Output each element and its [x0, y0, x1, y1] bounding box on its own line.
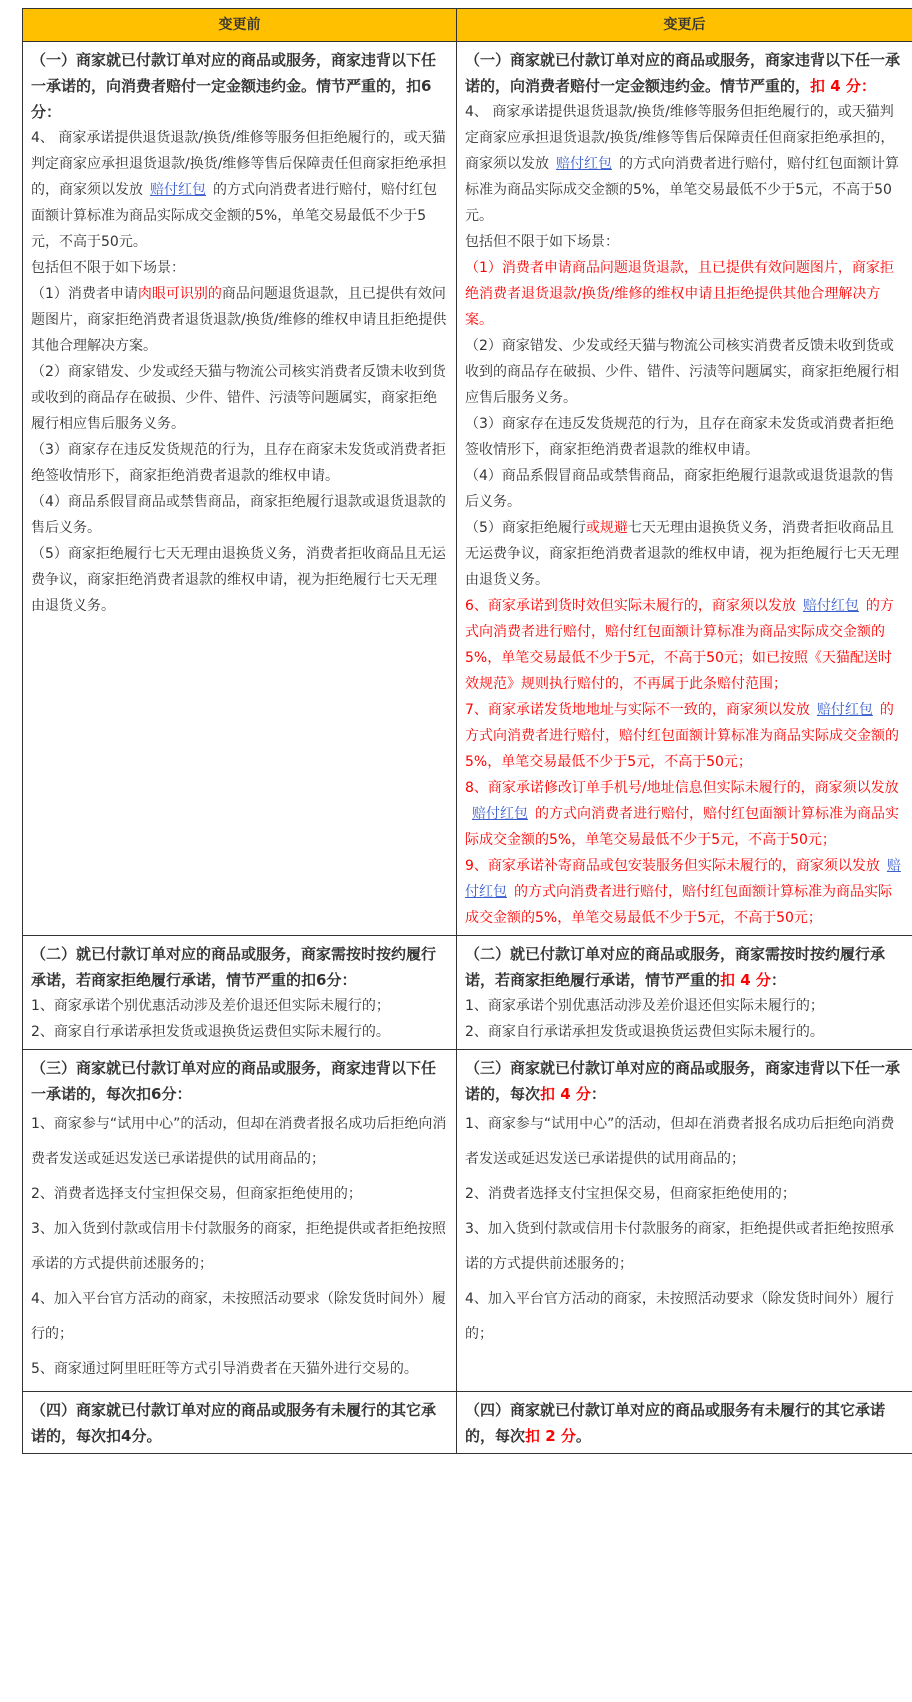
item-1: 1、商家承诺个别优惠活动涉及差价退还但实际未履行的； [31, 998, 390, 1014]
compensation-redpacket-link[interactable]: 赔付红包 [556, 156, 612, 172]
scenes-intro: 包括但不限于如下场景： [465, 234, 619, 250]
section-title: （四）商家就已付款订单对应的商品或服务有未履行的其它承诺的，每次扣4分。 [31, 1401, 437, 1445]
penalty-points: 扣 4 分 [720, 971, 771, 989]
section-1-after [457, 42, 912, 936]
section-title: （一）商家就已付款订单对应的商品或服务，商家违背以下任一承诺的，向消费者赔付一定金额违约金。情节严重的，扣6分： [31, 51, 437, 121]
item-5: 5、商家通过阿里旺旺等方式引导消费者在天猫外进行交易的。 [31, 1361, 418, 1377]
item-2: 2、商家自行承诺承担发货或退换货运费但实际未履行的。 [465, 1024, 824, 1040]
item-1: 1、商家参与“试用中心”的活动，但却在消费者报名成功后拒绝向消费者发送或延迟发送已承诺提供的试用商品的； [31, 1116, 447, 1167]
item-4: 4、加入平台官方活动的商家，未按照活动要求（除发货时间外）履行的； [465, 1291, 894, 1342]
penalty-points: 扣 2 分 [525, 1427, 576, 1445]
penalty-points: 扣 4 分： [810, 77, 876, 95]
section-4-after [457, 1392, 912, 1454]
section-4-before [23, 1392, 457, 1454]
item-4: 4、 商家承诺提供退货退款/换货/维修等服务但拒绝履行的，或天猫判定商家应承担退货退款/换货/维修等售后保障责任但商家拒绝承担的，商家须以发放 赔付红包 的方式向消费者进行赔付，赔付红包面额计算标准为商品实际成交金额的5%，单笔交易最低不少于5元，不高于50元。 [465, 104, 899, 224]
compensation-redpacket-link[interactable]: 赔付红包 [802, 598, 859, 614]
item-2: 2、消费者选择支付宝担保交易，但商家拒绝使用的； [465, 1186, 796, 1202]
item-2: 2、商家自行承诺承担发货或退换货运费但实际未履行的。 [31, 1024, 390, 1040]
section-2-before [23, 936, 457, 1050]
penalty-points: 扣 4 分 [540, 1085, 591, 1103]
comparison-table [22, 8, 912, 1454]
scenes-intro: 包括但不限于如下场景： [31, 260, 185, 276]
item-1: 1、商家承诺个别优惠活动涉及差价退还但实际未履行的； [465, 998, 824, 1014]
item-9: 9、商家承诺补寄商品或包安装服务但实际未履行的，商家须以发放 赔付红包 的方式向消费者进行赔付，赔付红包面额计算标准为商品实际成交金额的5%，单笔交易最低不少于5元，不高于50元； [465, 858, 901, 926]
removed-text: 肉眼可识别的 [137, 286, 222, 302]
scene-5: （5）商家拒绝履行七天无理由退换货义务，消费者拒收商品且无运费争议，商家拒绝消费者退款的维权申请，视为拒绝履行七天无理由退货义务。 [31, 546, 446, 614]
section-1-row [23, 42, 912, 936]
section-title: （四）商家就已付款订单对应的商品或服务有未履行的其它承诺的，每次扣 2 分。 [465, 1401, 886, 1445]
scene-4: （4）商品系假冒商品或禁售商品，商家拒绝履行退款或退货退款的售后义务。 [465, 468, 894, 510]
section-4-row [23, 1392, 912, 1454]
item-3: 3、加入货到付款或信用卡付款服务的商家，拒绝提供或者拒绝按照承诺的方式提供前述服务的； [31, 1221, 446, 1272]
scene-2: （2）商家错发、少发或经天猫与物流公司核实消费者反馈未收到货或收到的商品存在破损、少件、错件、污渍等问题属实，商家拒绝履行相应售后服务义务。 [31, 364, 446, 432]
compensation-redpacket-link[interactable]: 赔付红包 [465, 858, 901, 900]
section-title: （三）商家就已付款订单对应的商品或服务，商家违背以下任一承诺的，每次扣 4 分： [465, 1059, 901, 1103]
section-2-row [23, 936, 912, 1050]
item-4: 4、 商家承诺提供退货退款/换货/维修等服务但拒绝履行的，或天猫判定商家应承担退货退款/换货/维修等售后保障责任但商家拒绝承担的，商家须以发放 赔付红包 的方式向消费者进行赔付，赔付红包面额计算标准为商品实际成交金额的5%，单笔交易最低不少于5元，不高于50元。 [31, 130, 447, 250]
scene-1: （1）消费者申请肉眼可识别的商品问题退货退款，且已提供有效问题图片，商家拒绝消费者退货退款/换货/维修的维权申请且拒绝提供其他合理解决方案。 [31, 286, 447, 354]
scene-4: （4）商品系假冒商品或禁售商品，商家拒绝履行退款或退货退款的售后义务。 [31, 494, 446, 536]
item-2: 2、消费者选择支付宝担保交易，但商家拒绝使用的； [31, 1186, 362, 1202]
header-row [23, 9, 912, 42]
section-2-after [457, 936, 912, 1050]
compensation-redpacket-link[interactable]: 赔付红包 [472, 806, 528, 822]
item-3: 3、加入货到付款或信用卡付款服务的商家，拒绝提供或者拒绝按照承诺的方式提供前述服务的； [465, 1221, 894, 1272]
item-4: 4、加入平台官方活动的商家，未按照活动要求（除发货时间外）履行的； [31, 1291, 446, 1342]
scene-1: （1）消费者申请商品问题退货退款，且已提供有效问题图片，商家拒绝消费者退货退款/换货/维修的维权申请且拒绝提供其他合理解决方案。 [465, 260, 894, 328]
section-3-before [23, 1050, 457, 1392]
section-title: （三）商家就已付款订单对应的商品或服务，商家违背以下任一承诺的，每次扣6分： [31, 1059, 437, 1103]
section-3-row [23, 1050, 912, 1392]
header-before: 变更前 [23, 9, 457, 42]
header-after: 变更后 [457, 9, 912, 42]
item-6: 6、商家承诺到货时效但实际未履行的，商家须以发放 赔付红包 的方式向消费者进行赔付，赔付红包面额计算标准为商品实际成交金额的5%，单笔交易最低不少于5元，不高于50元；如已按照《天猫配送时效规范》规则执行赔付的，不再属于此条赔付范围； [465, 598, 894, 692]
section-1-before [23, 42, 457, 936]
section-title: （二）就已付款订单对应的商品或服务，商家需按时按约履行承诺，若商家拒绝履行承诺，情节严重的扣6分： [31, 945, 437, 989]
compensation-redpacket-link[interactable]: 赔付红包 [816, 702, 873, 718]
item-1: 1、商家参与“试用中心”的活动，但却在消费者报名成功后拒绝向消费者发送或延迟发送已承诺提供的试用商品的； [465, 1116, 895, 1167]
added-text: 或规避 [585, 520, 628, 536]
compensation-redpacket-link[interactable]: 赔付红包 [150, 182, 206, 198]
scene-5: （5）商家拒绝履行或规避七天无理由退换货义务，消费者拒收商品且无运费争议，商家拒绝消费者退款的维权申请，视为拒绝履行七天无理由退货义务。 [465, 520, 899, 588]
section-title: （一）商家就已付款订单对应的商品或服务，商家违背以下任一承诺的，向消费者赔付一定金额违约金。情节严重的，扣 4 分： [465, 51, 901, 95]
scene-2: （2）商家错发、少发或经天猫与物流公司核实消费者反馈未收到货或收到的商品存在破损、少件、错件、污渍等问题属实，商家拒绝履行相应售后服务义务。 [465, 338, 899, 406]
item-7: 7、商家承诺发货地地址与实际不一致的，商家须以发放 赔付红包 的方式向消费者进行赔付，赔付红包面额计算标准为商品实际成交金额的5%，单笔交易最低不少于5元，不高于50元； [465, 702, 899, 770]
scene-3: （3）商家存在违反发货规范的行为，且存在商家未发货或消费者拒绝签收情形下，商家拒绝消费者退款的维权申请。 [31, 442, 446, 484]
scene-3: （3）商家存在违反发货规范的行为，且存在商家未发货或消费者拒绝签收情形下，商家拒绝消费者退款的维权申请。 [465, 416, 894, 458]
item-8: 8、商家承诺修改订单手机号/地址信息但实际未履行的，商家须以发放赔付红包 的方式向消费者进行赔付，赔付红包面额计算标准为商品实际成交金额的5%，单笔交易最低不少于5元，不高于50元； [465, 780, 899, 848]
section-title: （二）就已付款订单对应的商品或服务，商家需按时按约履行承诺，若商家拒绝履行承诺，情节严重的扣 4 分： [465, 945, 886, 989]
section-3-after [457, 1050, 912, 1392]
